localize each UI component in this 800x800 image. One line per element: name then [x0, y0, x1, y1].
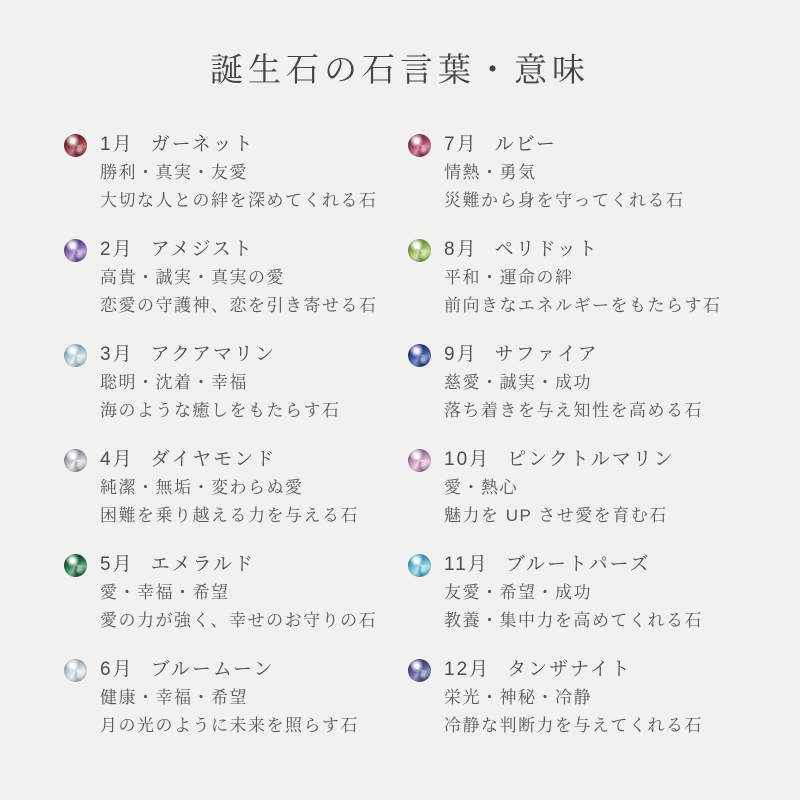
gem-icon-blue-moon	[64, 659, 87, 682]
birthstone-entry	[64, 236, 408, 320]
birthstone-entry	[408, 236, 744, 320]
entry-words: 聡明・沈着・幸福	[100, 373, 248, 392]
entry-month: 12月	[444, 659, 491, 680]
entry-text	[444, 341, 703, 425]
entry-description: 月の光のように未来を照らす石	[100, 716, 359, 735]
entry-text	[100, 341, 341, 425]
entry-words: 健康・幸福・希望	[100, 688, 248, 707]
entry-title	[444, 656, 703, 684]
gem-icon-tanzanite	[408, 659, 431, 682]
entry-stone: ペリドット	[494, 239, 599, 260]
entry-words: 純潔・無垢・変わらぬ愛	[100, 478, 304, 497]
entry-description: 教養・集中力を高めてくれる石	[444, 611, 703, 630]
birthstone-entry	[408, 551, 744, 635]
entry-stone: ダイヤモンド	[150, 449, 277, 470]
gem-icon-ruby	[408, 134, 431, 157]
entry-description: 冷静な判断力を与えてくれる石	[444, 716, 703, 735]
entry-month: 3月	[100, 344, 134, 365]
column-right	[408, 131, 744, 761]
entry-text	[444, 656, 703, 740]
entry-stone: アクアマリン	[150, 344, 277, 365]
entry-month: 10月	[444, 449, 491, 470]
birthstone-entry	[408, 131, 744, 215]
birthstone-entry	[408, 446, 744, 530]
gem-icon-diamond	[64, 449, 87, 472]
entry-month: 1月	[100, 134, 134, 155]
entry-text	[444, 131, 685, 215]
entry-words: 栄光・神秘・冷静	[444, 688, 592, 707]
entry-stone: アメジスト	[150, 239, 254, 260]
entry-text	[444, 446, 675, 530]
entry-words: 友愛・希望・成功	[444, 583, 592, 602]
entry-description: 大切な人との絆を深めてくれる石	[100, 191, 378, 210]
entry-stone: ルビー	[494, 134, 557, 155]
page-title: 誕生石の石言葉・意味	[210, 53, 590, 89]
entry-stone: ブルートパーズ	[505, 554, 651, 575]
entry-description: 恋愛の守護神、恋を引き寄せる石	[100, 296, 378, 315]
entry-month: 2月	[100, 239, 134, 260]
entry-title	[100, 236, 378, 264]
entry-description: 海のような癒しをもたらす石	[100, 401, 341, 420]
entry-words: 高貴・誠実・真実の愛	[100, 268, 285, 287]
entry-description: 災難から身を守ってくれる石	[444, 191, 685, 210]
birthstone-entry	[64, 551, 408, 635]
entry-stone: ピンクトルマリン	[507, 449, 675, 470]
birthstone-entry	[64, 656, 408, 740]
gem-icon-emerald	[64, 554, 87, 577]
entry-title	[100, 551, 377, 579]
entry-description: 魅力を UP させ愛を育む石	[444, 506, 668, 525]
entry-text	[100, 446, 359, 530]
entry-month: 8月	[444, 239, 478, 260]
entry-words: 愛・幸福・希望	[100, 583, 230, 602]
entry-month: 6月	[100, 659, 134, 680]
gem-icon-pink-tourmaline	[408, 449, 431, 472]
birthstone-entry	[64, 341, 408, 425]
entry-month: 11月	[444, 554, 489, 575]
entry-title	[444, 341, 703, 369]
entry-stone: タンザナイト	[507, 659, 632, 680]
entry-stone: エメラルド	[150, 554, 256, 575]
entry-words: 愛・熱心	[444, 478, 518, 497]
entry-description: 愛の力が強く、幸せのお守りの石	[100, 611, 378, 630]
gem-icon-peridot	[408, 239, 431, 262]
entry-words: 情熱・勇気	[444, 163, 537, 182]
entry-text	[100, 551, 377, 635]
entry-title	[444, 446, 675, 474]
entry-words: 平和・運命の絆	[444, 268, 574, 287]
entry-title	[444, 131, 685, 159]
entry-title	[100, 131, 378, 159]
entry-month: 5月	[100, 554, 134, 575]
entry-title	[444, 236, 722, 264]
column-left	[64, 131, 408, 761]
gem-icon-garnet	[64, 134, 87, 157]
entry-words: 慈愛・誠実・成功	[444, 373, 592, 392]
birthstone-entry	[408, 656, 744, 740]
entry-title	[100, 656, 359, 684]
entry-text	[444, 551, 703, 635]
entry-description: 前向きなエネルギーをもたらす石	[444, 296, 722, 315]
entry-stone: サファイア	[494, 344, 599, 365]
birthstone-entry	[408, 341, 744, 425]
gem-icon-sapphire	[408, 344, 431, 367]
entry-text	[100, 131, 378, 215]
entry-month: 7月	[444, 134, 478, 155]
entry-title	[444, 551, 703, 579]
gem-icon-amethyst	[64, 239, 87, 262]
entry-description: 落ち着きを与え知性を高める石	[444, 401, 703, 420]
entry-text	[100, 236, 378, 320]
gem-icon-aquamarine	[64, 344, 87, 367]
entry-words: 勝利・真実・友愛	[100, 163, 248, 182]
entry-title	[100, 446, 359, 474]
entry-text	[100, 656, 359, 740]
entry-text	[444, 236, 722, 320]
entry-description: 困難を乗り越える力を与える石	[100, 506, 359, 525]
birthstone-entry	[64, 446, 408, 530]
gem-icon-blue-topaz	[408, 554, 431, 577]
entry-month: 4月	[100, 449, 134, 470]
entries-columns	[0, 131, 800, 761]
entry-stone: ブルームーン	[150, 659, 275, 680]
entry-stone: ガーネット	[150, 134, 255, 155]
birthstone-entry	[64, 131, 408, 215]
entry-title	[100, 341, 341, 369]
entry-month: 9月	[444, 344, 478, 365]
